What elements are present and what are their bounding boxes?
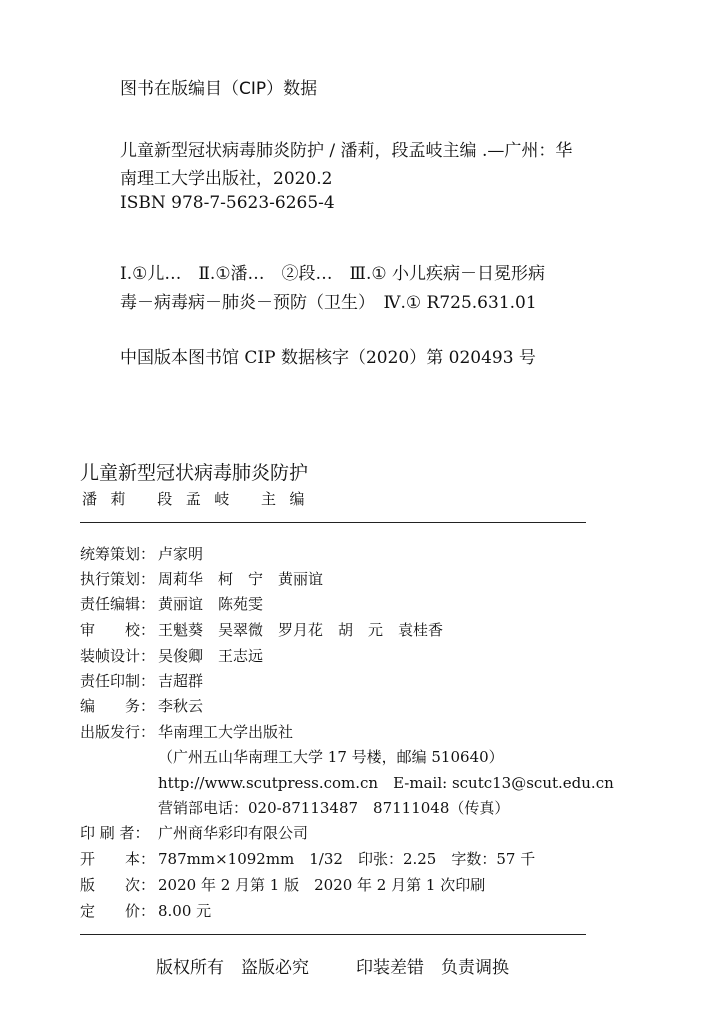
credit-value: 李秋云 [158, 697, 204, 715]
credit-label: 出版发行： [80, 723, 156, 741]
copyright-notice: 版权所有 盗版必究 [156, 958, 309, 978]
credit-label: 装帧设计： [80, 647, 156, 665]
spec-label: 版 次： [80, 876, 156, 894]
classification-line-2: 毒－病毒病－肺炎－预防（卫生） Ⅳ.① R725.631.01 [120, 293, 537, 313]
credit-value: 王魁葵 吴翠微 罗月花 胡 元 袁桂香 [158, 621, 444, 639]
credit-value: 吴俊卿 王志远 [158, 647, 264, 665]
credit-label: 审 校： [80, 621, 156, 639]
credit-value: 黄丽谊 陈苑雯 [158, 595, 264, 613]
credit-label: 责任编辑： [80, 595, 156, 613]
book-editors: 潘莉 段孟岐 主编 [82, 490, 319, 508]
spec-value: 广州商华彩印有限公司 [158, 824, 309, 842]
spec-label: 定 价： [80, 902, 156, 920]
isbn: ISBN 978-7-5623-6265-4 [120, 193, 335, 213]
classification-line-1: Ⅰ.①儿… Ⅱ.①潘… ②段… Ⅲ.① 小儿疾病－日冕形病 [120, 264, 545, 284]
spec-value: 8.00 元 [158, 902, 212, 920]
spec-value: 2020 年 2 月第 1 版 2020 年 2 月第 1 次印刷 [158, 876, 486, 894]
credit-label: 编 务： [80, 697, 156, 715]
divider-bottom [80, 934, 586, 935]
book-title: 儿童新型冠状病毒肺炎防护 [80, 462, 309, 484]
publisher-address: （广州五山华南理工大学 17 号楼，邮编 510640） [158, 748, 504, 766]
publisher-phone: 营销部电话：020-87113487 87111048（传真） [158, 799, 510, 817]
cip-line-1: 儿童新型冠状病毒肺炎防护 / 潘莉，段孟岐主编 .—广州：华 [120, 141, 573, 161]
spec-value: 787mm×1092mm 1/32 印张：2.25 字数：57 千 [158, 850, 536, 868]
divider-top [80, 522, 586, 523]
credit-value: 周莉华 柯 宁 黄丽谊 [158, 570, 324, 588]
credit-value: 吉超群 [158, 672, 204, 690]
credit-label: 统筹策划： [80, 545, 156, 563]
cip-line-2: 南理工大学出版社，2020.2 [120, 169, 333, 189]
cip-number: 中国版本图书馆 CIP 数据核字（2020）第 020493 号 [120, 348, 536, 368]
credit-value: 卢家明 [158, 545, 204, 563]
publisher-web-email: http://www.scutpress.com.cn E-mail: scutc13@scut.edu.cn [158, 774, 614, 792]
replacement-notice: 印装差错 负责调换 [356, 958, 509, 978]
credit-label: 责任印制： [80, 672, 156, 690]
spec-label: 开 本： [80, 850, 156, 868]
credit-value: 华南理工大学出版社 [158, 723, 294, 741]
spec-label: 印 刷 者： [80, 824, 150, 842]
credit-label: 执行策划： [80, 570, 156, 588]
cip-heading: 图书在版编目（CIP）数据 [120, 79, 318, 99]
